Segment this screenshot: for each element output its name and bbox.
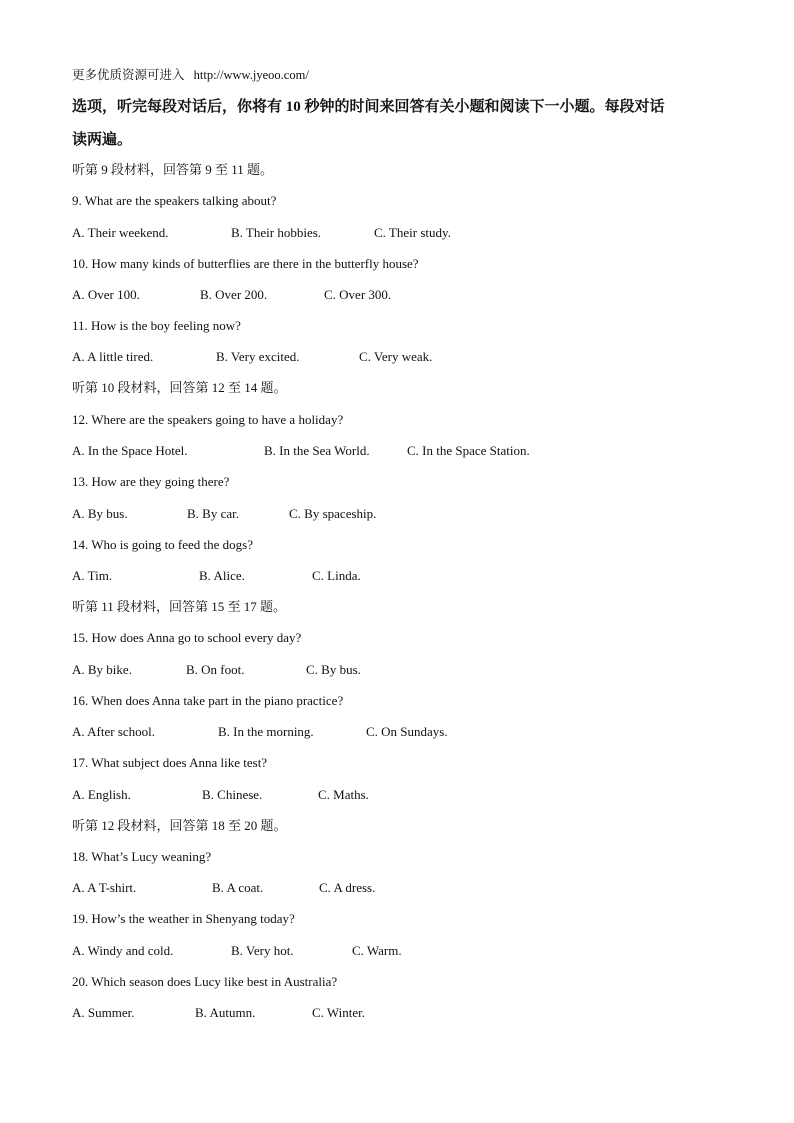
question-19-option-b: B. Very hot. [231, 943, 294, 958]
question-18-option-c: C. A dress. [319, 880, 376, 895]
question-13-stem: 13. How are they going there? [72, 474, 230, 489]
question-11-option-c: C. Very weak. [359, 349, 433, 364]
intro-line-1: 选项，听完每段对话后，你将有 10 秒钟的时间来回答有关小题和阅读下一小题。每段对话 [72, 99, 665, 115]
question-18-option-a: A. A T-shirt. [72, 880, 137, 895]
header-line [72, 67, 309, 83]
question-15-option-a: A. By bike. [72, 662, 132, 677]
question-15-stem: 15. How does Anna go to school every day? [72, 630, 302, 645]
question-18-stem: 18. What’s Lucy weaning? [72, 849, 212, 864]
question-19-option-c: C. Warm. [352, 943, 402, 958]
question-9-option-c: C. Their study. [374, 225, 451, 240]
question-10-stem: 10. How many kinds of butterflies are there in the butterfly house? [72, 256, 419, 271]
question-14-option-c: C. Linda. [312, 568, 361, 583]
question-20-stem: 20. Which season does Lucy like best in Australia? [72, 974, 338, 989]
question-16-stem: 16. When does Anna take part in the piano practice? [72, 693, 344, 708]
question-13-option-a: A. By bus. [72, 506, 128, 521]
question-16-option-b: B. In the morning. [218, 724, 314, 739]
section-heading-12: 听第 12 段材料，回答第 18 至 20 题。 [72, 818, 287, 833]
header-text: 更多优质资源可进入 [72, 68, 185, 82]
question-9-option-a: A. Their weekend. [72, 225, 169, 240]
question-20-option-c: C. Winter. [312, 1005, 366, 1020]
question-12-option-b: B. In the Sea World. [264, 443, 370, 458]
question-15-option-b: B. On foot. [186, 662, 245, 677]
question-17-option-a: A. English. [72, 787, 131, 802]
question-17-option-b: B. Chinese. [202, 787, 263, 802]
question-12-option-c: C. In the Space Station. [407, 443, 530, 458]
question-16-option-a: A. After school. [72, 724, 156, 739]
header-url-link[interactable]: http://www.jyeoo.com/ [193, 68, 309, 82]
question-10-option-c: C. Over 300. [324, 287, 392, 302]
intro-line-2: 读两遍。 [72, 132, 133, 148]
question-13-option-b: B. By car. [187, 506, 239, 521]
question-20-option-a: A. Summer. [72, 1005, 135, 1020]
question-19-stem: 19. How’s the weather in Shenyang today? [72, 911, 295, 926]
question-20-option-b: B. Autumn. [195, 1005, 256, 1020]
question-11-stem: 11. How is the boy feeling now? [72, 318, 241, 333]
question-17-option-c: C. Maths. [318, 787, 369, 802]
question-13-option-c: C. By spaceship. [289, 506, 377, 521]
question-11-option-a: A. A little tired. [72, 349, 154, 364]
question-19-option-a: A. Windy and cold. [72, 943, 174, 958]
question-9-stem: 9. What are the speakers talking about? [72, 193, 277, 208]
question-9-option-b: B. Their hobbies. [231, 225, 322, 240]
question-17-stem: 17. What subject does Anna like test? [72, 755, 268, 770]
section-heading-9: 听第 9 段材料，回答第 9 至 11 题。 [72, 162, 274, 177]
question-12-stem: 12. Where are the speakers going to have a holiday? [72, 412, 344, 427]
question-12-option-a: A. In the Space Hotel. [72, 443, 188, 458]
question-14-option-a: A. Tim. [72, 568, 113, 583]
question-16-option-c: C. On Sundays. [366, 724, 448, 739]
question-11-option-b: B. Very excited. [216, 349, 300, 364]
question-18-option-b: B. A coat. [212, 880, 264, 895]
question-10-option-b: B. Over 200. [200, 287, 268, 302]
section-heading-11: 听第 11 段材料，回答第 15 至 17 题。 [72, 599, 287, 614]
question-15-option-c: C. By bus. [306, 662, 361, 677]
section-heading-10: 听第 10 段材料，回答第 12 至 14 题。 [72, 380, 287, 395]
question-10-option-a: A. Over 100. [72, 287, 140, 302]
question-14-stem: 14. Who is going to feed the dogs? [72, 537, 254, 552]
question-14-option-b: B. Alice. [199, 568, 245, 583]
